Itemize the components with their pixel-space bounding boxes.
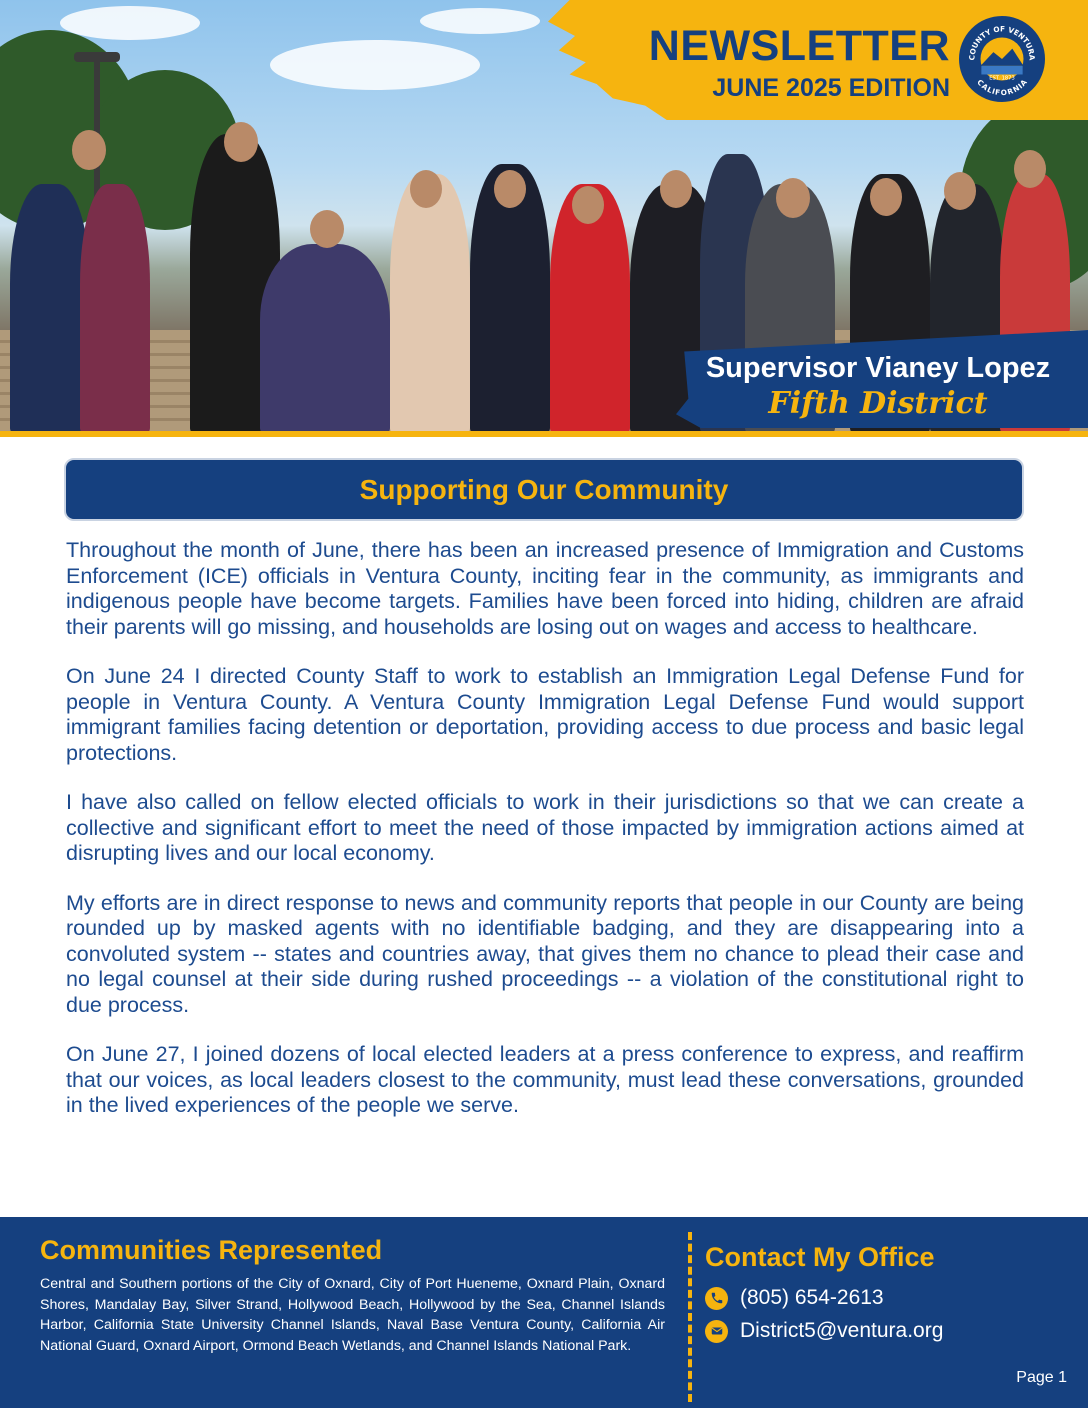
county-seal-icon	[956, 13, 1048, 105]
section-title: Supporting Our Community	[359, 473, 729, 505]
edition-label: JUNE 2025 EDITION	[712, 74, 950, 102]
paragraph: I have also called on fellow elected officials to work in their jurisdictions so that we can create a collective and significant effort to meet the need of those impacted by immigration actions aimed at disrupting lives and our local economy.	[66, 790, 1024, 865]
contact-email[interactable]	[705, 1319, 943, 1343]
paragraph: On June 27, I joined dozens of local elected leaders at a press conference to express, and reaffirm that our voices, as local leaders closest to the community, must lead these conversations, grounded in the lived experiences of the people we serve.	[66, 1042, 1024, 1117]
section-header	[64, 458, 1024, 521]
email-icon	[705, 1320, 728, 1343]
paragraph: On June 24 I directed County Staff to work to establish an Immigration Legal Defense Fund for people in Ventura County. A Ventura County Immigration Legal Defense Fund would support immigrant families facing detention or deportation, providing access to due process and basic legal protections.	[66, 664, 1024, 765]
email-address[interactable]: District5@ventura.org	[740, 1319, 944, 1342]
hero-underline	[0, 431, 1088, 437]
newsletter-title: NEWSLETTER	[648, 22, 950, 70]
communities-title: Communities Represented	[40, 1235, 383, 1265]
paragraph: Throughout the month of June, there has been an increased presence of Immigration and Customs Enforcement (ICE) officials in Ventura County, inciting fear in the community, as immigrants and indigenous people have become targets. Families have been forced into hiding, children are afraid their parents will go missing, and households are losing out on wages and access to healthcare.	[66, 538, 1024, 639]
seal-top-text: COUNTY OF VENTURA	[967, 24, 1037, 61]
article-body	[66, 538, 1024, 1143]
communities-text: Central and Southern portions of the City of Oxnard, City of Port Hueneme, Oxnard Plain, Oxnard Shores, Mandalay Bay, Silver Strand, Hollywood Beach, Hollywood by the Sea, Channel Islands Harbor, California State University Channel Islands, Naval Base Ventura County, California Air National Guard, Oxnard Airport, Ormond Beach Wetlands, and Channel Islands National Park.	[40, 1276, 665, 1354]
paragraph: My efforts are in direct response to news and community reports that people in our County are being rounded up by masked agents with no identifiable badging, and they are disappearing into a convoluted system -- states and countries away, that gives them no chance to plead their case and no legal counsel at their side during rushed proceedings -- a violation of the constitutional right to due process.	[66, 890, 1024, 1017]
supervisor-name: Supervisor Vianey Lopez	[705, 352, 1051, 384]
page-number: Page 1	[1016, 1369, 1067, 1386]
seal-established: EST. 1873	[989, 75, 1015, 82]
phone-number[interactable]: (805) 654-2613	[740, 1286, 884, 1309]
phone-icon	[705, 1287, 728, 1310]
footer-divider	[688, 1232, 692, 1402]
seal-bottom-text: CALIFORNIA	[975, 77, 1029, 98]
district-label: Fifth District	[768, 386, 988, 421]
contact-title: Contact My Office	[705, 1242, 935, 1272]
contact-phone[interactable]	[705, 1286, 884, 1310]
